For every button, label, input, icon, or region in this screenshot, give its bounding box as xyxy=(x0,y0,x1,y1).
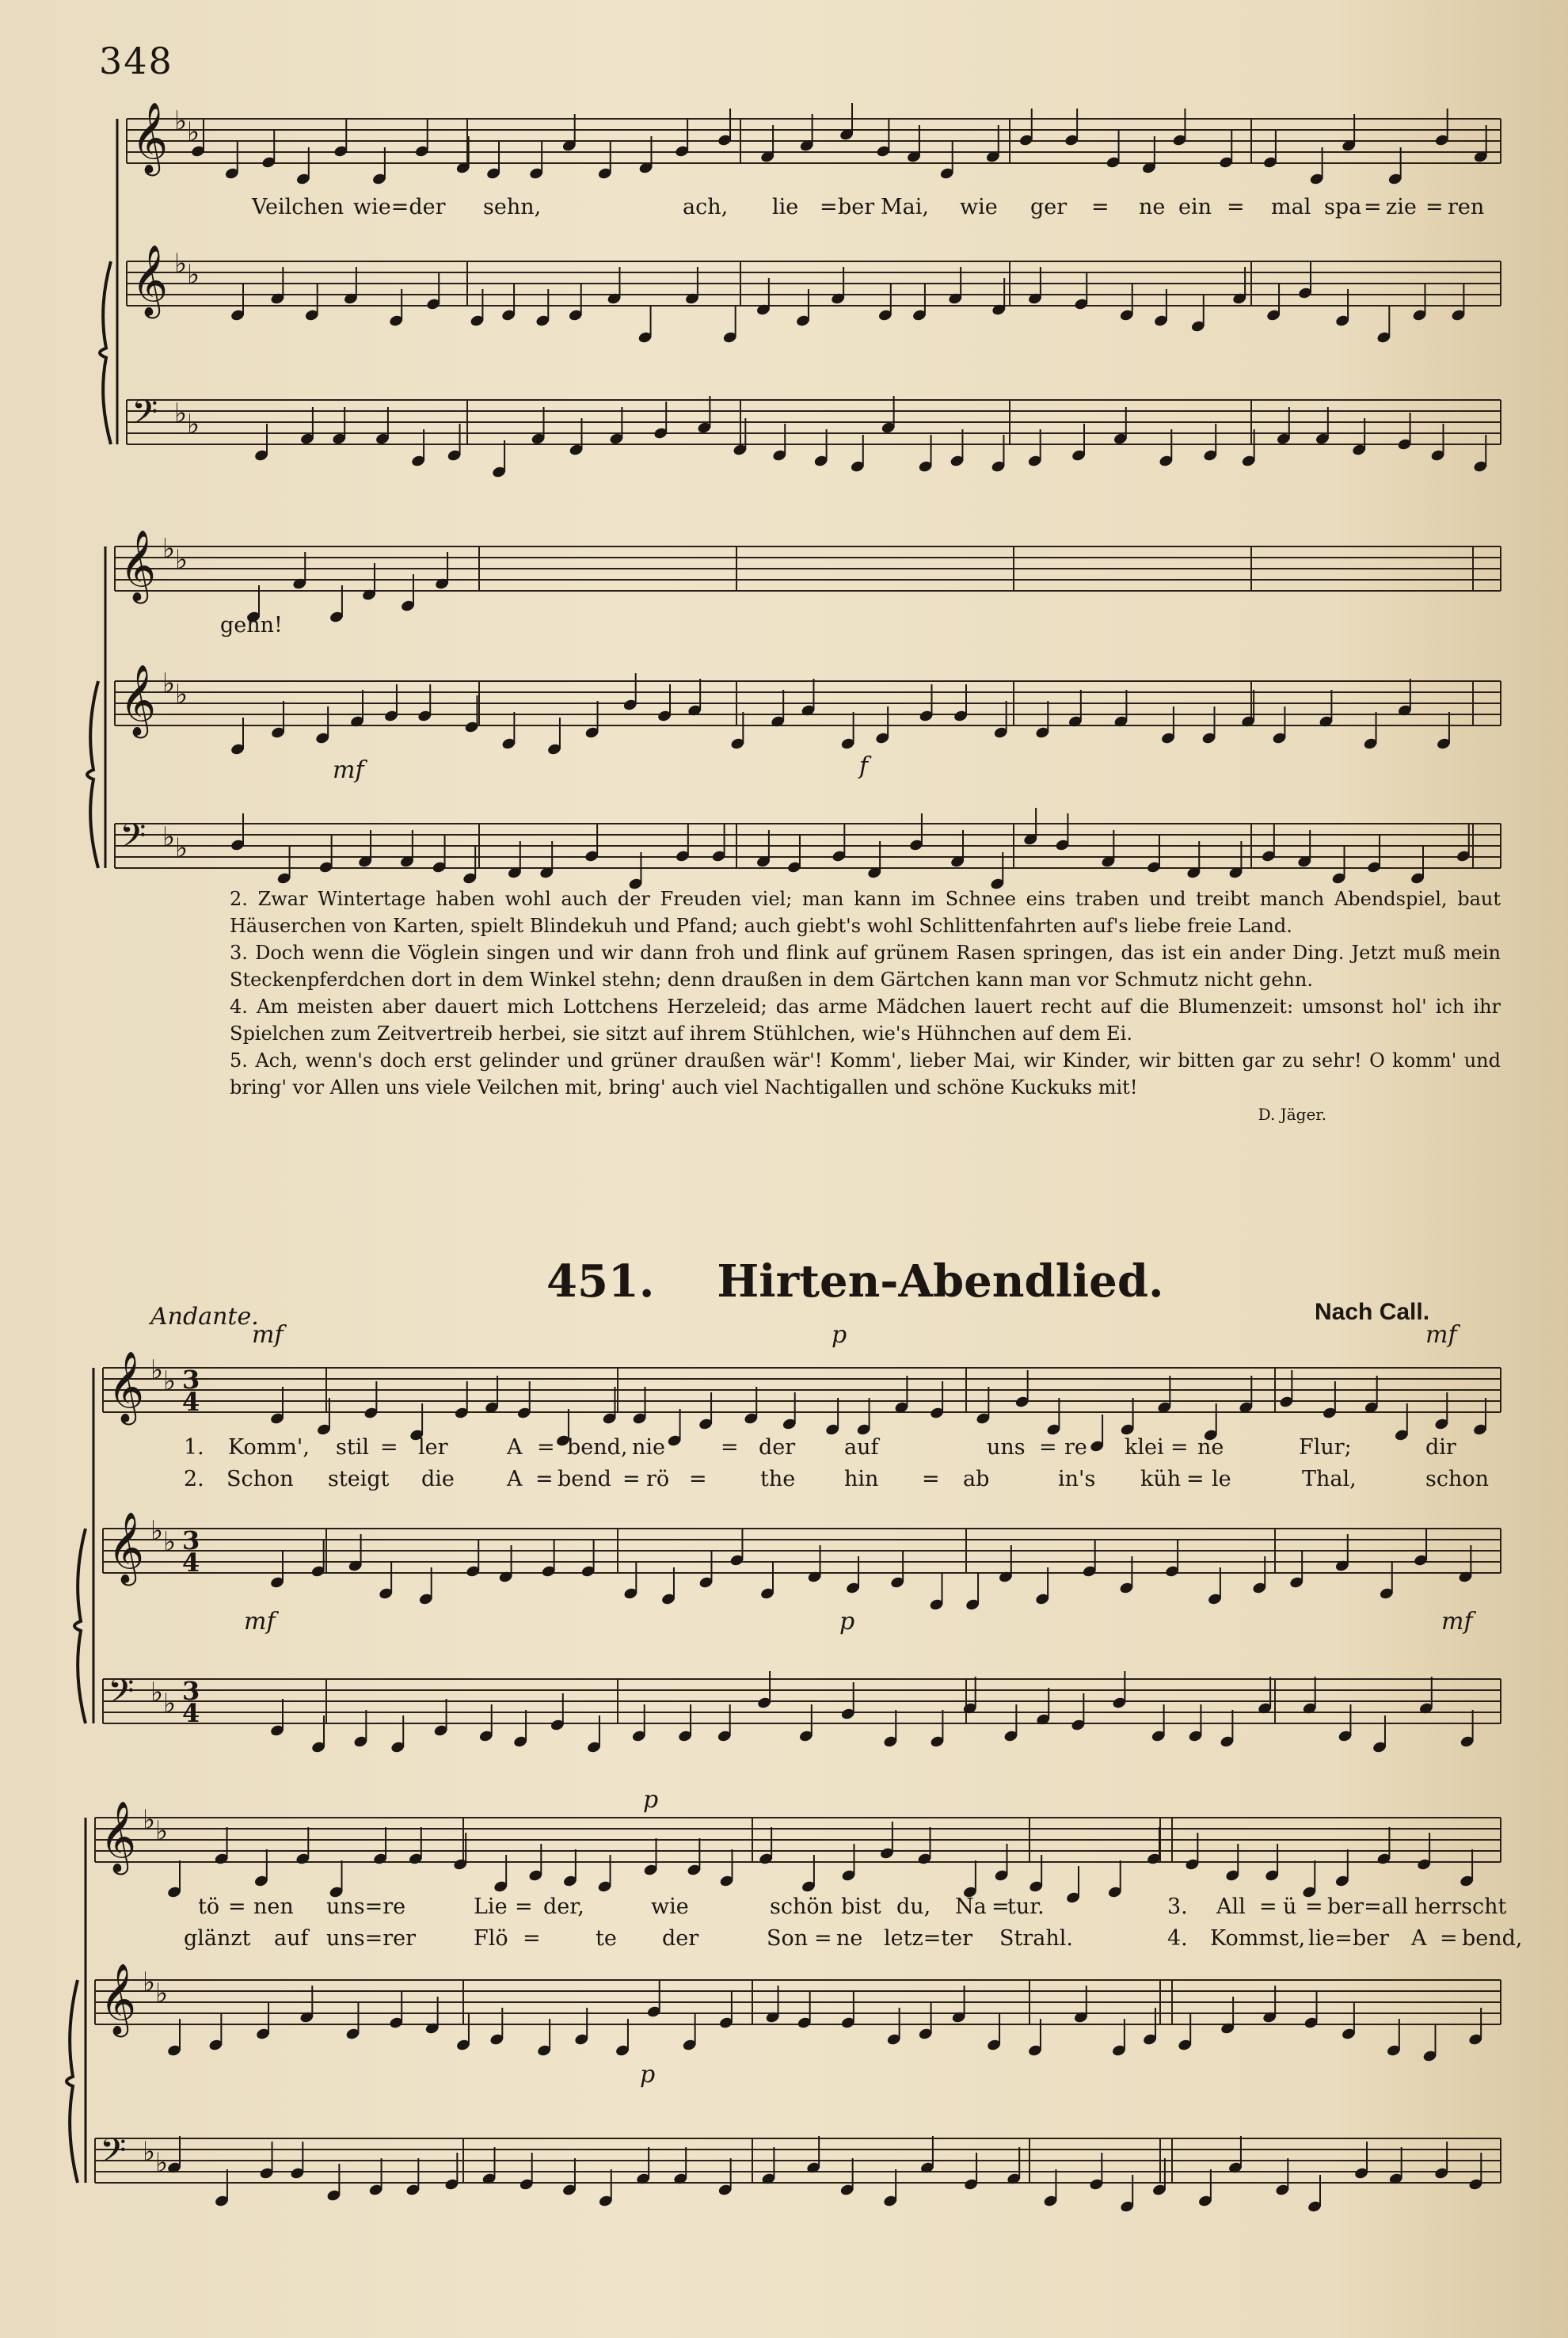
lyric: = xyxy=(991,1894,1010,1919)
bass-clef: 𝄢 xyxy=(131,393,158,440)
time-signature-top: 3 xyxy=(182,1525,200,1555)
brace xyxy=(87,681,98,868)
lyric: = xyxy=(523,1926,541,1951)
lyric: = xyxy=(535,1467,554,1491)
lyric: ger xyxy=(1030,195,1068,219)
flat-sign: ♭ xyxy=(150,1354,164,1386)
flat-sign: ♭ xyxy=(187,259,200,291)
lyric: du, xyxy=(896,1894,931,1919)
lyric: bist xyxy=(841,1894,881,1919)
time-signature-top: 3 xyxy=(182,1365,200,1395)
page-number: 348 xyxy=(99,40,173,82)
lyric: herrscht xyxy=(1414,1894,1507,1919)
lyric: bend xyxy=(558,1467,611,1491)
lyric: letz=ter xyxy=(884,1926,973,1951)
lyric: küh xyxy=(1140,1467,1182,1491)
lyric: = xyxy=(515,1894,533,1919)
verse-author: D. Jäger. xyxy=(1258,1105,1326,1124)
lyric: = xyxy=(228,1894,246,1919)
lyric: Na xyxy=(955,1894,987,1919)
treble-clef: 𝄞 xyxy=(120,530,157,601)
treble-clef: 𝄞 xyxy=(108,1512,145,1583)
bass-clef: 𝄢 xyxy=(108,1672,135,1719)
flat-sign: ♭ xyxy=(143,2136,156,2168)
lyric: Thal, xyxy=(1302,1467,1357,1491)
lyric: = xyxy=(1259,1894,1277,1919)
lyric: ne xyxy=(1139,195,1166,219)
lyric: = xyxy=(1039,1435,1057,1460)
lyric: uns xyxy=(987,1435,1026,1460)
lyric: All xyxy=(1216,1894,1246,1919)
time-signature-bottom: 4 xyxy=(182,1387,200,1417)
song-title: Hirten-Abendlied. xyxy=(717,1255,1164,1308)
lyric: dir xyxy=(1425,1435,1456,1460)
lyric: sehn, xyxy=(483,195,542,219)
brace xyxy=(100,261,111,444)
lyric: mal xyxy=(1271,195,1311,219)
treble-clef: 𝄞 xyxy=(100,1801,137,1872)
lyric: stil xyxy=(336,1435,369,1460)
dynamic: p xyxy=(832,1321,847,1349)
lyric: = xyxy=(1425,195,1444,219)
lyric: bend, xyxy=(567,1435,628,1460)
lyric: die xyxy=(421,1467,455,1491)
flat-sign: ♭ xyxy=(155,1815,169,1847)
flat-sign: ♭ xyxy=(175,832,188,864)
lyric: lie xyxy=(772,195,799,219)
lyric: nie xyxy=(632,1435,666,1460)
lyric: rö xyxy=(646,1467,670,1491)
verse-2: 2. Zwar Wintertage haben wohl auch der Freuden viel; man kann im Schnee eins traben und treibt manch Abendspiel, baut Häuserchen von Karten, spielt Blindekuh und Pfand; auch giebt's wohl Schlittenfahrten auf's liebe freie Land. xyxy=(230,888,1501,937)
treble-clef: 𝄞 xyxy=(100,1963,137,2035)
lyric: uns=rer xyxy=(326,1926,417,1951)
lyric: glänzt xyxy=(184,1926,251,1951)
lyric: = xyxy=(1305,1894,1323,1919)
lyric: der xyxy=(759,1435,796,1460)
lyric: schon xyxy=(1425,1467,1490,1491)
flat-sign: ♭ xyxy=(162,821,176,853)
lyric: uns=re xyxy=(326,1894,406,1919)
treble-clef: 𝄞 xyxy=(108,1351,145,1422)
lyric: ne xyxy=(1197,1435,1224,1460)
dynamic: p xyxy=(839,1608,855,1635)
time-signature-top: 3 xyxy=(182,1676,200,1706)
lyric: = xyxy=(922,1467,940,1491)
composer: Nach Call. xyxy=(1315,1299,1430,1325)
lyric: ein xyxy=(1178,195,1212,219)
flat-sign: ♭ xyxy=(155,2147,169,2179)
lyric: der, xyxy=(543,1894,584,1919)
lyric: ü xyxy=(1283,1894,1297,1919)
verse-4: 4. Am meisten aber dauert mich Lottchens Herzeleid; das arme Mädchen lauert recht auf die Blumenzeit: umsonst hol' ich ihr Spielchen zum Zeitvertreib herbei, sie sitzt auf ihrem Stühlchen, wie's Hühnchen auf dem Ei. xyxy=(230,996,1501,1045)
lyric: gehn! xyxy=(220,613,283,638)
flat-sign: ♭ xyxy=(143,1804,156,1836)
lyric: ber xyxy=(838,195,875,219)
lyric: = xyxy=(814,1926,832,1951)
lyric: = xyxy=(689,1467,707,1491)
flat-sign: ♭ xyxy=(162,668,176,699)
lyric: 1. xyxy=(184,1435,204,1460)
flat-sign: ♭ xyxy=(174,398,188,429)
lyric: wie xyxy=(960,195,998,219)
dynamic-f: f xyxy=(859,752,869,780)
dynamic: p xyxy=(640,2061,656,2089)
lyric: ren xyxy=(1448,195,1485,219)
verse-3: 3. Doch wenn die Vöglein singen und wir dann froh und flink auf grünem Rasen springen, das ist ein ander Ding. Jetzt muß mein Steckenpferdchen dort in dem Winkel stehn; denn draußen in dem Gärtchen kann man vor Schmutz nicht gehn. xyxy=(230,942,1501,991)
lyric: Son xyxy=(767,1926,809,1951)
flat-sign: ♭ xyxy=(143,1967,156,1998)
song-heading xyxy=(546,1255,1163,1308)
lyric: = xyxy=(1440,1926,1458,1951)
lyric: le xyxy=(1212,1467,1231,1491)
lyric: klei xyxy=(1125,1435,1164,1460)
lyric: Flur; xyxy=(1299,1435,1352,1460)
flat-sign: ♭ xyxy=(163,1365,177,1397)
lyric: hin xyxy=(844,1467,879,1491)
lyric: A xyxy=(507,1435,523,1460)
brace xyxy=(74,1529,86,1723)
flat-sign: ♭ xyxy=(163,1526,177,1558)
lyric: spa xyxy=(1324,195,1362,219)
lyric: Veilchen xyxy=(252,195,344,219)
lyric: ab xyxy=(963,1467,990,1491)
lyric: = xyxy=(1364,195,1382,219)
lyric: 3. xyxy=(1167,1894,1188,1919)
lyric: wie xyxy=(651,1894,689,1919)
lyric: zie xyxy=(1386,195,1417,219)
bass-clef: 𝄢 xyxy=(120,817,147,864)
lyric: lie=ber xyxy=(1308,1926,1390,1951)
dynamic: p xyxy=(643,1786,659,1814)
lyric: the xyxy=(760,1467,796,1491)
lyric: 2. xyxy=(184,1467,204,1491)
flat-sign: ♭ xyxy=(175,544,188,576)
flat-sign: ♭ xyxy=(155,1978,169,2009)
lyric: Strahl. xyxy=(999,1926,1073,1951)
lyric: bend, xyxy=(1462,1926,1523,1951)
verse-5: 5. Ach, wenn's doch erst gelinder und grüner draußen wär'! Komm', lieber Mai, wir Kinder, wir bitten gar zu sehr! O komm' und bring' vor Allen uns viele Veilchen mit, bring' auch viel Nachtigallen und schöne Kuckuks mit! xyxy=(230,1049,1501,1099)
lyric: wie=der xyxy=(353,195,446,219)
lyric: ber=all xyxy=(1327,1894,1409,1919)
lyric: tur. xyxy=(1007,1894,1045,1919)
lyric: 4. xyxy=(1167,1926,1188,1951)
dynamic: mf xyxy=(1441,1608,1473,1635)
flat-sign: ♭ xyxy=(187,116,200,148)
lyric: ne xyxy=(836,1926,863,1951)
lyric: ler xyxy=(418,1435,448,1460)
treble-clef: 𝄞 xyxy=(131,245,169,316)
lyric: = xyxy=(537,1435,555,1460)
time-signature-bottom: 4 xyxy=(182,1698,200,1728)
treble-clef: 𝄞 xyxy=(131,102,169,173)
lyric: = xyxy=(1227,195,1245,219)
lyric: der xyxy=(662,1926,699,1951)
lyric: tö xyxy=(198,1894,220,1919)
time-signature-bottom: 4 xyxy=(182,1548,200,1578)
lyric: schön xyxy=(770,1894,834,1919)
flat-sign: ♭ xyxy=(150,1677,164,1708)
lyric: Lie xyxy=(474,1894,508,1919)
system2-lyrics xyxy=(220,613,283,638)
system1-lyrics xyxy=(0,195,1568,227)
lyric: steigt xyxy=(328,1467,390,1491)
flat-sign: ♭ xyxy=(187,409,200,440)
lyric: re xyxy=(1064,1435,1087,1460)
tempo-marking: Andante. xyxy=(150,1303,259,1331)
flat-sign: ♭ xyxy=(174,248,188,280)
dynamic-mf: mf xyxy=(333,756,364,784)
lyric: A xyxy=(1411,1926,1427,1951)
lyric: = xyxy=(721,1435,739,1460)
lyric: = xyxy=(1186,1467,1205,1491)
brace xyxy=(67,1980,78,2183)
lyric: = xyxy=(622,1467,641,1491)
dynamic: mf xyxy=(244,1608,276,1635)
lyric: in's xyxy=(1058,1467,1096,1491)
lyric: auf xyxy=(844,1435,879,1460)
lyric: = xyxy=(820,195,838,219)
flat-sign: ♭ xyxy=(163,1688,177,1719)
flat-sign: ♭ xyxy=(175,679,188,710)
lyric: ach, xyxy=(683,195,729,219)
treble-clef: 𝄞 xyxy=(120,664,157,736)
song-number: 451. xyxy=(546,1255,655,1308)
verse-text xyxy=(75,885,1501,1128)
lyric: Schon xyxy=(226,1467,294,1491)
lyric: te xyxy=(596,1926,617,1951)
lyric: auf xyxy=(274,1926,309,1951)
lyric: nen xyxy=(253,1894,294,1919)
flat-sign: ♭ xyxy=(150,1515,164,1547)
flat-sign: ♭ xyxy=(174,105,188,137)
lyric: = xyxy=(1170,1435,1189,1460)
lyric: = xyxy=(380,1435,398,1460)
flat-sign: ♭ xyxy=(162,533,176,565)
lyric: Kommst, xyxy=(1210,1926,1306,1951)
lyric: Mai, xyxy=(881,195,929,219)
lyric: A xyxy=(507,1467,523,1491)
dynamic: mf xyxy=(252,1321,284,1349)
dynamic: mf xyxy=(1425,1321,1457,1349)
lyric: = xyxy=(1091,195,1109,219)
lyric: Flö xyxy=(474,1926,508,1951)
lyric: Komm', xyxy=(228,1435,310,1460)
bass-clef: 𝄢 xyxy=(100,2131,127,2179)
